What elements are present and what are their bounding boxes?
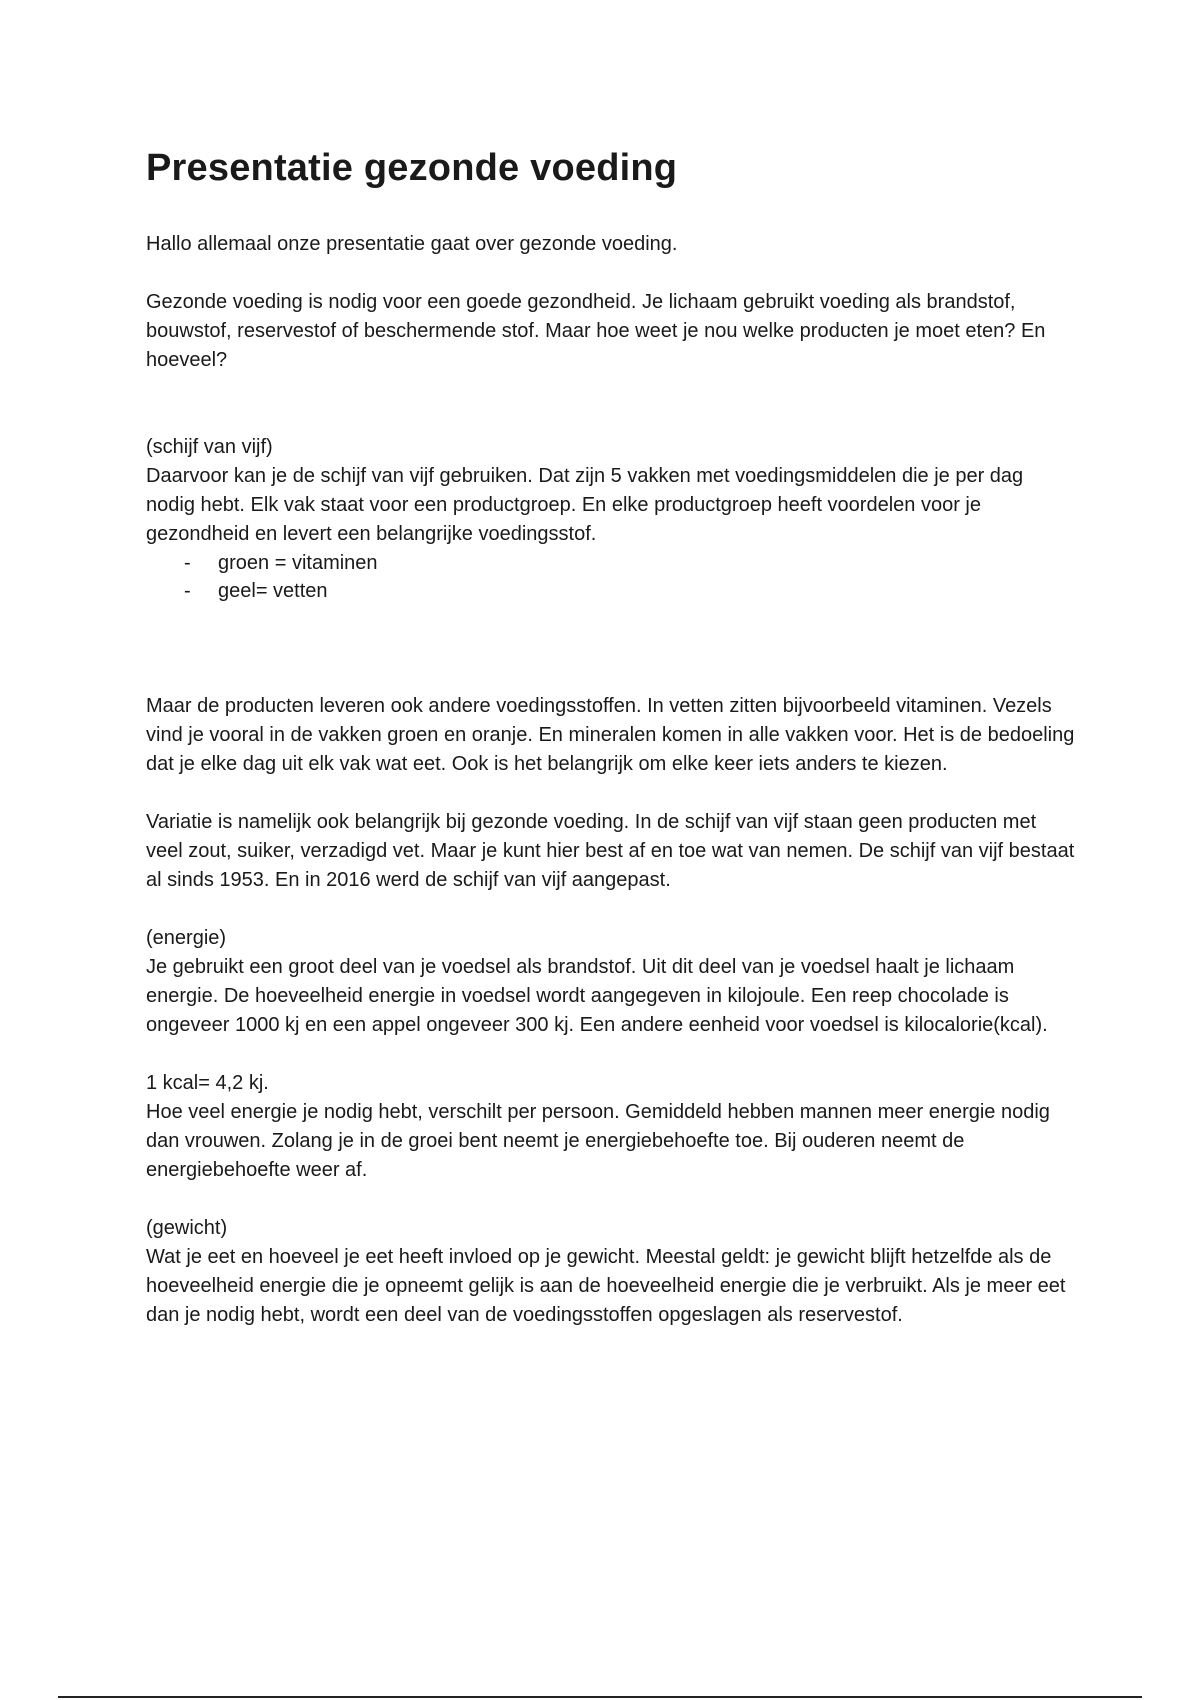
bullet-item: - groen = vitaminen [184,549,1076,577]
paragraph-energiebehoefte: Hoe veel energie je nodig hebt, verschilt per persoon. Gemiddeld hebben mannen meer energie nodig dan vrouwen. Zolang je in de groei bent neemt je energiebehoefte toe. Bij ouderen neemt de energiebehoefte weer af. [146,1101,1050,1181]
paragraph-gezonde-voeding: Gezonde voeding is nodig voor een goede gezondheid. Je lichaam gebruikt voeding als brandstof, bouwstof, reservestof of beschermende stof. Maar hoe weet je nou welke producten je moet eten? En hoeveel? [146,291,1046,371]
document-title: Presentatie gezonde voeding [146,147,678,189]
intro-paragraph: Hallo allemaal onze presentatie gaat over gezonde voeding. [146,233,678,255]
page-bottom-rule [58,1696,1142,1698]
formula-kcal-kj: 1 kcal= 4,2 kj. [146,1072,269,1094]
paragraph-schijf-van-vijf: Daarvoor kan je de schijf van vijf gebruiken. Dat zijn 5 vakken met voedingsmiddelen die je per dag nodig hebt. Elk vak staat voor een productgroep. En elke productgroep heeft voordelen voor je gezondheid en levert een belangrijke voedingsstof. [146,465,1024,545]
document-page [146,140,1076,1330]
paragraph-energie: Je gebruikt een groot deel van je voedsel als brandstof. Uit dit deel van je voedsel haalt je lichaam energie. De hoeveelheid energie in voedsel wordt aangegeven in kilojoule. Een reep chocolade is ongeveer 1000 kj en een appel ongeveer 300 kj. Een andere eenheid voor voedsel is kilocalorie(kcal). [146,956,1048,1036]
paragraph-gewicht: Wat je eet en hoeveel je eet heeft invloed op je gewicht. Meestal geldt: je gewicht blijft hetzelfde als de hoeveelheid energie die je opneemt gelijk is aan de hoeveelheid energie die je verbruikt. Als je meer eet dan je nodig hebt, wordt een deel van de voedingsstoffen opgeslagen als reservestof. [146,1246,1066,1326]
section-heading-energie: (energie) [146,927,227,949]
bullet-list [146,549,1076,605]
section-heading-schijf-van-vijf: (schijf van vijf) [146,436,273,458]
paragraph-producten: Maar de producten leveren ook andere voedingsstoffen. In vetten zitten bijvoorbeeld vitaminen. Vezels vind je vooral in de vakken groen en oranje. En mineralen komen in alle vakken voor. Het is de bedoeling dat je elke dag uit elk vak wat eet. Ook is het belangrijk om elke keer iets anders te kiezen. [146,695,1075,775]
paragraph-variatie: Variatie is namelijk ook belangrijk bij gezonde voeding. In de schijf van vijf staan geen producten met veel zout, suiker, verzadigd vet. Maar je kunt hier best af en toe wat van nemen. De schijf van vijf bestaat al sinds 1953. En in 2016 werd de schijf van vijf aangepast. [146,811,1075,891]
section-heading-gewicht: (gewicht) [146,1217,228,1239]
bullet-item: - geel= vetten [184,577,1076,605]
